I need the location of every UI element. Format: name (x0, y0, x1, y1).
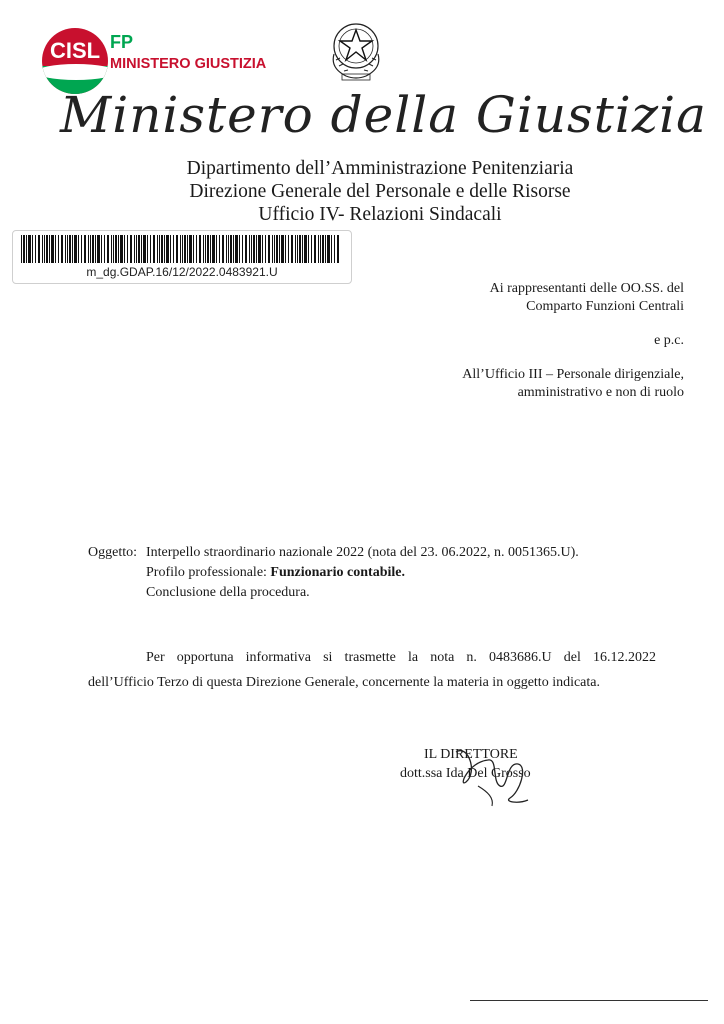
body-line-1: Per opportuna informativa si trasmette la nota n. 0483686.U del 16.12.2022 (146, 650, 656, 665)
barcode-bar (325, 235, 326, 263)
barcode-bar (189, 235, 192, 263)
barcode-bar (95, 235, 96, 263)
footer-rule (470, 1000, 708, 1001)
barcode-bar (157, 235, 158, 263)
barcode-bar (262, 235, 263, 263)
barcode-bar (203, 235, 204, 263)
barcode-bar (120, 235, 123, 263)
barcode-bar (84, 235, 86, 263)
recipient-line-3: All’Ufficio III – Personale dirigenziale, (462, 367, 684, 382)
barcode-bar (136, 235, 137, 263)
barcode-bar (311, 235, 312, 263)
barcode-bar (49, 235, 50, 263)
barcode-bar (182, 235, 183, 263)
subject-line-1: Interpello straordinario nazionale 2022 (nota del 23. 06.2022, n. 0051365.U). (146, 545, 579, 560)
barcode-bar (302, 235, 303, 263)
barcode-bar (42, 235, 43, 263)
barcode-bar (150, 235, 151, 263)
signature-title: IL DIRETTORE (424, 747, 518, 762)
barcode-bar (268, 235, 270, 263)
italian-republic-emblem-icon (326, 16, 386, 84)
barcode-bar (304, 235, 307, 263)
barcode-bar (161, 235, 163, 263)
barcode-bar (115, 235, 117, 263)
barcode-bar (245, 235, 247, 263)
barcode-bar (51, 235, 54, 263)
barcode-bar (88, 235, 89, 263)
barcode-bar (249, 235, 250, 263)
barcode-bar (281, 235, 284, 263)
barcode-bar (58, 235, 59, 263)
barcode-bar (295, 235, 296, 263)
recipient-line-2: Comparto Funzioni Centrali (526, 299, 684, 314)
barcode-bar (113, 235, 114, 263)
barcode-bar (207, 235, 209, 263)
barcode-bar (138, 235, 140, 263)
barcode-bar (38, 235, 40, 263)
barcode-bar (127, 235, 128, 263)
subject-profile (146, 563, 405, 583)
barcode-bar (111, 235, 112, 263)
barcode-bar (314, 235, 316, 263)
barcode-bar (318, 235, 319, 263)
barcode-bar (90, 235, 91, 263)
recipient-line-4: amministrativo e non di ruolo (517, 385, 684, 400)
barcode-bar (176, 235, 178, 263)
barcode-bar (210, 235, 211, 263)
barcode-bar (320, 235, 321, 263)
barcode-bar (228, 235, 229, 263)
barcode-bar (256, 235, 257, 263)
barcode-bar (166, 235, 169, 263)
barcode-bar (337, 235, 339, 263)
barcode-bar (205, 235, 206, 263)
logo-cisl-text: CISL (50, 38, 101, 63)
barcode-bar (32, 235, 33, 263)
protocol-barcode (12, 230, 352, 284)
barcode-bar (258, 235, 261, 263)
barcode-bar (288, 235, 289, 263)
barcode-bar (35, 235, 36, 263)
barcode-bar (253, 235, 255, 263)
office-name: Ufficio IV- Relazioni Sindacali (258, 204, 502, 225)
body-line-2: dell’Ufficio Terzo di questa Direzione Generale, concernente la materia in oggetto indicata. (88, 675, 600, 690)
barcode-bar (69, 235, 71, 263)
barcode-bar (101, 235, 102, 263)
barcode-bar (92, 235, 94, 263)
barcode-bars (21, 235, 341, 263)
barcode-text: m_dg.GDAP.16/12/2022.0483921.U (86, 265, 278, 279)
barcode-bar (21, 235, 22, 263)
barcode-bar (170, 235, 171, 263)
profile-value: Funzionario contabile. (270, 565, 405, 580)
barcode-bar (23, 235, 25, 263)
barcode-bar (104, 235, 105, 263)
barcode-bar (331, 235, 332, 263)
barcode-bar (327, 235, 330, 263)
barcode-bar (130, 235, 132, 263)
barcode-bar (226, 235, 227, 263)
barcode-bar (134, 235, 135, 263)
barcode-bar (299, 235, 301, 263)
barcode-bar (143, 235, 146, 263)
barcode-bar (233, 235, 234, 263)
barcode-bar (239, 235, 240, 263)
barcode-bar (322, 235, 324, 263)
ministry-title: Ministero della Giustizia (60, 86, 707, 144)
barcode-bar (147, 235, 148, 263)
barcode-bar (164, 235, 165, 263)
barcode-bar (55, 235, 56, 263)
subject-line-3: Conclusione della procedura. (146, 585, 310, 600)
barcode-bar (26, 235, 27, 263)
barcode-bar (180, 235, 181, 263)
barcode-bar (187, 235, 188, 263)
barcode-bar (308, 235, 309, 263)
barcode-bar (107, 235, 109, 263)
barcode-bar (65, 235, 66, 263)
barcode-bar (184, 235, 186, 263)
barcode-bar (97, 235, 100, 263)
barcode-bar (28, 235, 31, 263)
barcode-bar (81, 235, 82, 263)
barcode-bar (265, 235, 266, 263)
handwritten-signature (448, 742, 548, 812)
subject-label: Oggetto: (88, 545, 137, 560)
barcode-bar (61, 235, 63, 263)
barcode-bar (199, 235, 201, 263)
logo-fp-text: FP (110, 32, 134, 52)
signature-name: dott.ssa Ida Del Grosso (400, 766, 531, 781)
barcode-bar (222, 235, 224, 263)
barcode-bar (72, 235, 73, 263)
direction-name: Direzione Generale del Personale e delle Risorse (189, 181, 571, 202)
barcode-bar (141, 235, 142, 263)
barcode-bar (44, 235, 45, 263)
barcode-bar (153, 235, 155, 263)
barcode-bar (276, 235, 278, 263)
department-name: Dipartimento dell’Amministrazione Penitenziaria (186, 158, 574, 179)
profile-label: Profilo professionale: (146, 565, 267, 580)
barcode-bar (230, 235, 232, 263)
barcode-bar (251, 235, 252, 263)
barcode-bar (74, 235, 77, 263)
recipient-line-1: Ai rappresentanti delle OO.SS. del (489, 281, 684, 296)
barcode-bar (173, 235, 174, 263)
barcode-bar (216, 235, 217, 263)
barcode-bar (272, 235, 273, 263)
barcode-bar (235, 235, 238, 263)
barcode-bar (285, 235, 286, 263)
barcode-bar (274, 235, 275, 263)
barcode-bar (297, 235, 298, 263)
barcode-bar (159, 235, 160, 263)
barcode-bar (67, 235, 68, 263)
barcode-bar (279, 235, 280, 263)
cc-label: e p.c. (654, 333, 684, 348)
barcode-bar (334, 235, 335, 263)
barcode-bar (78, 235, 79, 263)
barcode-bar (124, 235, 125, 263)
barcode-bar (118, 235, 119, 263)
barcode-bar (242, 235, 243, 263)
barcode-bar (196, 235, 197, 263)
barcode-bar (46, 235, 48, 263)
barcode-bar (291, 235, 293, 263)
barcode-bar (212, 235, 215, 263)
barcode-bar (193, 235, 194, 263)
barcode-bar (219, 235, 220, 263)
logo-ministero-text: MINISTERO GIUSTIZIA (110, 56, 267, 72)
